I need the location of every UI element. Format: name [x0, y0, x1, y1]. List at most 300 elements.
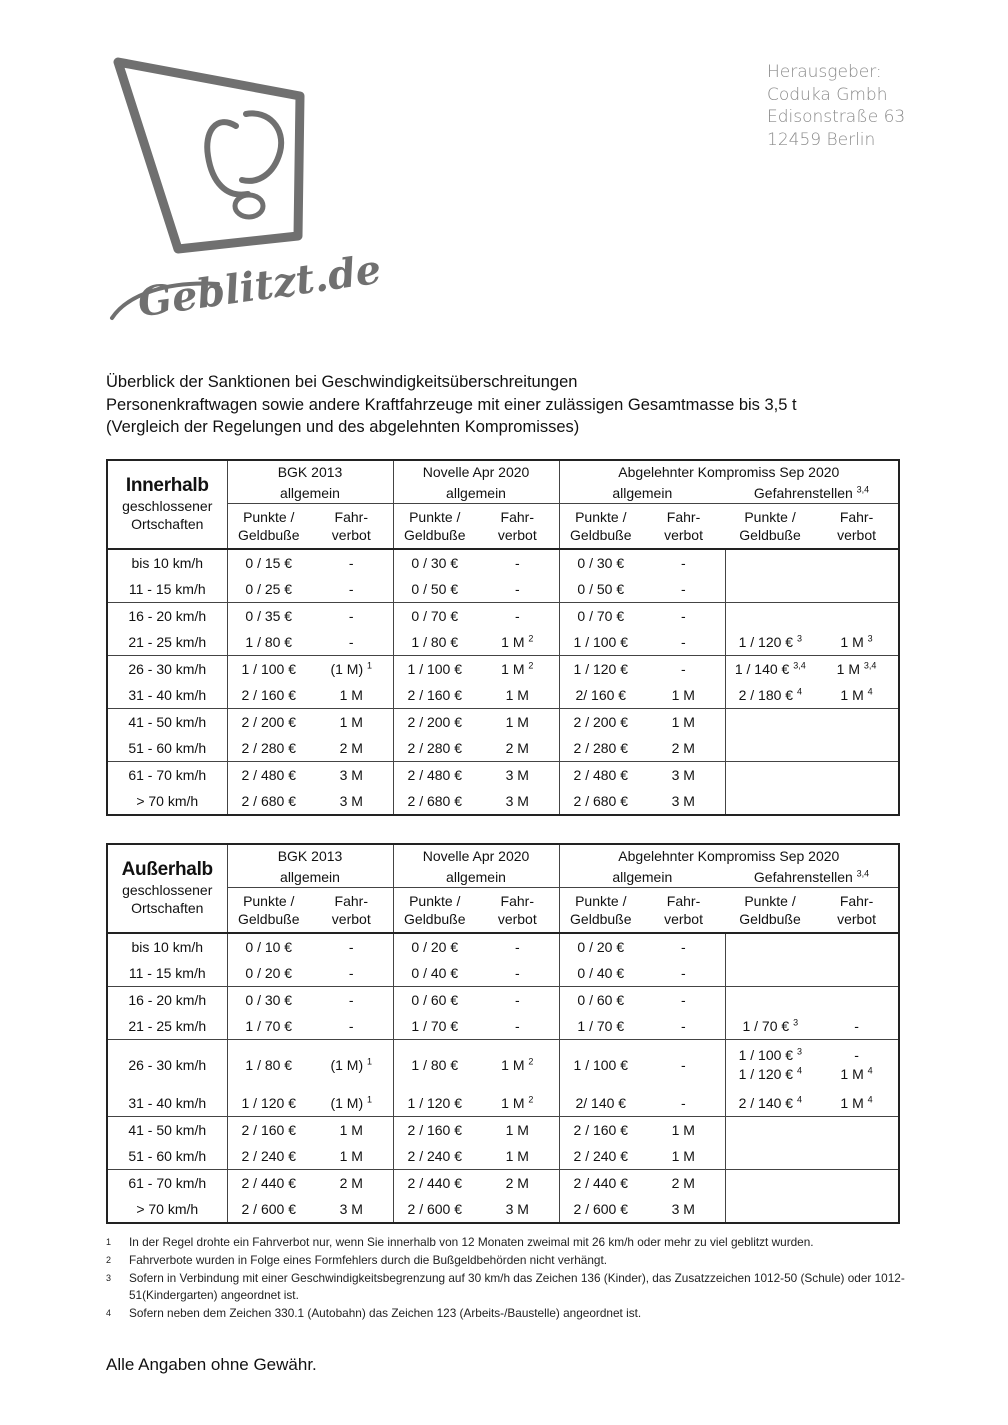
footnote-ref: 2 [528, 633, 534, 644]
sanction-cell [559, 629, 642, 656]
cell-value: 3 M [671, 1201, 695, 1217]
sanction-cell [559, 1196, 642, 1223]
footnote-item [106, 1252, 906, 1270]
sanction-cell [227, 788, 310, 815]
sanction-cell [393, 682, 476, 709]
cell-value: 51 - 60 km/h [128, 740, 207, 756]
header-line: Fahr- [839, 893, 874, 909]
cell-value: 0 / 40 € [577, 965, 625, 981]
group-title: Abgelehnter Kompromiss Sep 2020 [618, 848, 840, 864]
cell-value: - [348, 939, 354, 955]
sanction-cell [310, 1117, 393, 1144]
cell-value: 0 / 50 € [411, 581, 459, 597]
speed-range [107, 603, 227, 630]
cell-value: - [680, 1018, 686, 1034]
cell-value: 3 M [505, 1201, 529, 1217]
sanction-cell [393, 629, 476, 656]
header-row [107, 460, 899, 483]
cell-value: 2 / 240 € [573, 1148, 629, 1164]
sanction-cell [642, 549, 725, 576]
sanction-cell [393, 1040, 476, 1091]
speed-range [107, 1013, 227, 1040]
speed-range [107, 933, 227, 960]
cell-value: 51 - 60 km/h [128, 1148, 207, 1164]
cell-value: > 70 km/h [136, 793, 199, 809]
sanction-cell [476, 656, 559, 683]
sanction-cell [393, 987, 476, 1014]
allgemein-header [227, 483, 393, 504]
sanction-cell [476, 576, 559, 603]
footnote-number: 3 [106, 1272, 112, 1283]
cell-value: 2 M [671, 1175, 695, 1191]
driving-ban-header [815, 504, 899, 550]
cell-value: (1 M) [330, 661, 364, 677]
cell-value: 1 M [339, 714, 363, 730]
speed-range [107, 682, 227, 709]
cell-value: 1 M [671, 1148, 695, 1164]
footnote-ref: 2 [528, 660, 534, 671]
sanction-cell [642, 576, 725, 603]
driving-ban-header [310, 504, 393, 550]
sanction-cell [559, 656, 642, 683]
cell-value: - [514, 608, 520, 624]
cell-value: - [854, 1018, 859, 1034]
footnote-ref: 3,4 [793, 660, 806, 671]
sanction-cell [642, 603, 725, 630]
sanction-cell [393, 788, 476, 815]
subgroup-title: allgemein [446, 869, 506, 885]
sanction-cell [476, 1170, 559, 1197]
sanction-cell [393, 762, 476, 789]
sanction-cell [227, 1143, 310, 1170]
footnote-ref: 2 [528, 1094, 534, 1105]
cell-value: - [514, 581, 520, 597]
sanction-cell [642, 735, 725, 762]
sanction-cell [725, 987, 815, 1014]
heading-line: (Vergleich der Regelungen und des abgelehnten Kompromisses) [106, 418, 580, 436]
sanction-cell [227, 1117, 310, 1144]
cell-value: 41 - 50 km/h [128, 714, 207, 730]
footnote-ref: 3 [796, 633, 802, 644]
group-title: BGK 2013 [277, 464, 343, 480]
cell-value: 2 / 680 € [573, 793, 629, 809]
cell-value: 2 M [505, 740, 529, 756]
sanction-cell [815, 1013, 899, 1040]
bgk-2013-header [227, 460, 393, 483]
sanction-cell [310, 1170, 393, 1197]
cell-value: 1 M [505, 1122, 529, 1138]
driving-ban-header [476, 504, 559, 550]
cell-value: 2 / 160 € [241, 1122, 296, 1138]
geblitzt-camera-logo-icon [108, 56, 384, 331]
sanction-cell [310, 1143, 393, 1170]
region-subtitle: Ortschaften [131, 900, 204, 916]
footnote-ref: 4 [796, 686, 802, 697]
cell-value: 0 / 30 € [577, 555, 625, 571]
sanction-cell [310, 1040, 393, 1091]
header-line: Fahr- [839, 509, 874, 525]
cell-value: 1 M [840, 1066, 864, 1082]
cell-value: 1 / 120 € [738, 634, 794, 650]
document-heading [106, 371, 797, 439]
cell-value: 2 / 280 € [573, 740, 629, 756]
sanction-cell [725, 603, 815, 630]
subgroup-title: allgemein [612, 869, 673, 885]
driving-ban-header [642, 504, 725, 550]
footnotes [106, 1234, 906, 1323]
points-fine-header [725, 888, 815, 934]
sanction-cell [642, 629, 725, 656]
sanction-cell [393, 603, 476, 630]
logo-brand-text: Geblitzt.de [134, 245, 384, 327]
sanction-cell [642, 1196, 725, 1223]
cell-value: 2 / 440 € [241, 1175, 296, 1191]
speed-range [107, 1040, 227, 1091]
cell-value: (1 M) [330, 1057, 364, 1073]
header-line: Punkte / [575, 893, 627, 909]
cell-value: 61 - 70 km/h [128, 767, 207, 783]
table-row [107, 1170, 899, 1197]
cell-value: 1 / 120 € [573, 661, 629, 677]
header-line: verbot [497, 911, 537, 927]
sanction-cell [393, 1117, 476, 1144]
sanction-cell [476, 1090, 559, 1117]
sanction-cell [476, 933, 559, 960]
group-title: BGK 2013 [277, 848, 343, 864]
sanction-cell [393, 1196, 476, 1223]
footnote-ref: 3,4 [856, 484, 870, 495]
region-title: Außerhalb [121, 859, 213, 880]
cell-value: 21 - 25 km/h [128, 1018, 207, 1034]
cell-value: 1 M [501, 661, 525, 677]
driving-ban-header [642, 888, 725, 934]
cell-value: 1 M [836, 661, 861, 677]
cell-value: - [514, 939, 520, 955]
region-subtitle: geschlossener [122, 882, 213, 898]
cell-value: 1 M [671, 687, 695, 703]
cell-value: 2 / 180 € [738, 687, 794, 703]
sanction-cell [227, 709, 310, 736]
header-line: Geldbuße [404, 911, 466, 927]
header-line: verbot [331, 911, 371, 927]
sanction-cell [227, 933, 310, 960]
cell-value: 0 / 30 € [245, 992, 293, 1008]
header-line: Punkte / [744, 893, 796, 909]
cell-value: 1 / 120 € [241, 1095, 296, 1111]
cell-value: > 70 km/h [136, 1201, 199, 1217]
sanction-cell [227, 1196, 310, 1223]
sanction-cell [642, 1040, 725, 1091]
footnote-ref: 4 [867, 1094, 873, 1105]
sanction-cell [815, 656, 899, 683]
cell-value: 1 M [339, 687, 363, 703]
sanction-cell [642, 656, 725, 683]
sanction-cell [393, 576, 476, 603]
cell-value: - [514, 1018, 520, 1034]
sanction-cell [393, 1013, 476, 1040]
cell-value: 0 / 70 € [411, 608, 459, 624]
cell-value: 1 M [840, 687, 864, 703]
cell-value: 2 M [339, 1175, 363, 1191]
cell-value: - [680, 992, 686, 1008]
cell-value: 0 / 35 € [245, 608, 293, 624]
cell-value: 2 / 480 € [573, 767, 629, 783]
allgemein-header [227, 867, 393, 888]
table-row [107, 549, 899, 576]
sanction-cell [559, 1013, 642, 1040]
allgemein-header [393, 483, 559, 504]
sanction-cell [642, 1117, 725, 1144]
footnote-item [106, 1270, 906, 1306]
cell-value: 2 / 240 € [407, 1148, 463, 1164]
speed-range [107, 576, 227, 603]
driving-ban-header [476, 888, 559, 934]
table-row [107, 629, 899, 656]
table-row [107, 1090, 899, 1117]
speed-range [107, 629, 227, 656]
cell-value: 1 / 100 € [407, 661, 463, 677]
cell-value: 2 / 160 € [407, 1122, 463, 1138]
sanction-cell [310, 1013, 393, 1040]
cell-value: (1 M) [330, 1095, 364, 1111]
header-line: Geldbuße [238, 911, 300, 927]
sanction-cell [310, 656, 393, 683]
speed-range [107, 960, 227, 987]
sanction-cell [725, 629, 815, 656]
cell-value: 2 / 280 € [241, 740, 296, 756]
cell-value: 1 M [671, 714, 695, 730]
footnote-ref: 4 [867, 1065, 873, 1076]
footnote-ref: 3 [796, 1046, 802, 1057]
sanction-cell [310, 603, 393, 630]
footnote-ref: 4 [867, 686, 873, 697]
cell-value: 2 / 480 € [241, 767, 296, 783]
sanction-cell [227, 682, 310, 709]
sanction-cell [559, 735, 642, 762]
speed-range [107, 1170, 227, 1197]
sanction-cell [476, 603, 559, 630]
table-row [107, 1013, 899, 1040]
sanction-cell [559, 1090, 642, 1117]
cell-value: - [854, 1047, 859, 1063]
sanction-cell [227, 762, 310, 789]
cell-value: 1 M [505, 1148, 529, 1164]
sanction-cell [227, 987, 310, 1014]
sanction-cell [310, 762, 393, 789]
sanction-cell [815, 987, 899, 1014]
table-row [107, 603, 899, 630]
header-line: Punkte / [409, 893, 461, 909]
sanction-cell [725, 1013, 815, 1040]
sanction-cell [476, 762, 559, 789]
cell-value: - [680, 1095, 686, 1111]
cell-value: 0 / 10 € [245, 939, 293, 955]
header-line: Fahr- [334, 509, 368, 525]
cell-value: bis 10 km/h [131, 555, 204, 571]
sanction-cell [227, 960, 310, 987]
speed-range [107, 1117, 227, 1144]
cell-line [815, 1046, 898, 1065]
footnote-number: 4 [106, 1308, 112, 1319]
sanction-cell [815, 603, 899, 630]
cell-value: - [680, 661, 686, 677]
footnote-item [106, 1305, 906, 1323]
cell-value: 31 - 40 km/h [128, 687, 207, 703]
points-fine-header [559, 888, 642, 934]
sanction-cell [476, 549, 559, 576]
speed-range [107, 987, 227, 1014]
cell-value: 1 M [339, 1148, 363, 1164]
sanction-cell [725, 1090, 815, 1117]
heading-line: Überblick der Sanktionen bei Geschwindigkeitsüberschreitungen [106, 373, 578, 391]
cell-value: 2 / 440 € [573, 1175, 629, 1191]
cell-value: 1 M [840, 1095, 864, 1111]
sanction-cell [310, 933, 393, 960]
gefahrenstellen-header [725, 483, 899, 504]
sanction-cell [227, 576, 310, 603]
cell-value: 2 M [671, 740, 695, 756]
kompromiss-2020-header [559, 460, 899, 483]
cell-value: 0 / 15 € [245, 555, 293, 571]
sanction-cell [227, 1170, 310, 1197]
cell-value: bis 10 km/h [131, 939, 204, 955]
empty-cell [725, 549, 899, 603]
sanction-cell [393, 960, 476, 987]
header-line: Geldbuße [739, 527, 801, 543]
sanction-cell [559, 1040, 642, 1091]
sanction-cell [642, 1170, 725, 1197]
cell-value: 1 M [501, 1057, 525, 1073]
heading-line: Personenkraftwagen sowie andere Kraftfahrzeuge mit einer zulässigen Gesamtmasse bis 3,5 t [106, 395, 797, 414]
bgk-2013-header [227, 844, 393, 867]
sanction-cell [559, 709, 642, 736]
cell-value: 0 / 60 € [577, 992, 625, 1008]
header-line: Fahr- [500, 893, 534, 909]
speed-range [107, 1143, 227, 1170]
publisher-line: Coduka Gmbh [767, 84, 888, 105]
sanction-cell [559, 1170, 642, 1197]
publisher-address [767, 61, 905, 151]
sanction-cell [725, 682, 815, 709]
footnote-ref: 1 [367, 660, 373, 671]
cell-value: 2 / 160 € [241, 687, 296, 703]
sanction-cell [310, 788, 393, 815]
sanction-cell [559, 682, 642, 709]
sanction-cell [559, 1143, 642, 1170]
points-fine-header [227, 888, 310, 934]
cell-value: - [680, 634, 686, 650]
novelle-2020-header [393, 844, 559, 867]
sanction-cell [476, 788, 559, 815]
sanction-cell [642, 1013, 725, 1040]
sanction-cell [642, 682, 725, 709]
cell-value: 1 / 120 € [407, 1095, 463, 1111]
header-line: Geldbuße [739, 911, 801, 927]
header-line: verbot [837, 527, 876, 543]
cell-value: 2 M [505, 1175, 529, 1191]
disclaimer: Alle Angaben ohne Gewähr. [106, 1355, 317, 1374]
cell-value: 2 / 200 € [407, 714, 463, 730]
footnote-ref: 1 [367, 1094, 373, 1105]
sanction-cell [725, 1040, 815, 1091]
cell-value: 2 / 140 € [738, 1095, 794, 1111]
cell-value: 0 / 50 € [577, 581, 625, 597]
speed-range [107, 549, 227, 576]
sanction-cell [310, 987, 393, 1014]
subgroup-title: allgemein [280, 485, 340, 501]
publisher-line: Edisonstraße 63 [767, 107, 906, 127]
gefahrenstellen-header [725, 867, 899, 888]
speed-range [107, 709, 227, 736]
sanction-cell [642, 933, 725, 960]
sanction-cell [227, 1090, 310, 1117]
cell-value: 1 / 80 € [411, 1057, 459, 1073]
cell-value: 1 / 120 € [738, 1066, 794, 1082]
header-line: Fahr- [666, 893, 701, 909]
cell-value: 1 M [671, 1122, 695, 1138]
cell-value: 3 M [671, 793, 695, 809]
sanction-cell [559, 549, 642, 576]
sanction-cell [310, 549, 393, 576]
cell-value: 61 - 70 km/h [128, 1175, 207, 1191]
cell-value: 3 M [339, 767, 363, 783]
subgroup-title: allgemein [612, 485, 673, 501]
sanction-cell [642, 960, 725, 987]
region-label [107, 844, 227, 933]
sanction-cell [227, 1040, 310, 1091]
sanction-cell [393, 1143, 476, 1170]
header-line: verbot [664, 911, 703, 927]
region-subtitle: Ortschaften [131, 516, 204, 532]
points-fine-header [393, 504, 476, 550]
cell-value: 1 / 100 € [573, 634, 629, 650]
kompromiss-2020-header [559, 844, 899, 867]
speed-range [107, 656, 227, 683]
cell-value: 3 M [505, 793, 529, 809]
sanction-cell [642, 788, 725, 815]
empty-cell [725, 1170, 899, 1224]
cell-value: 0 / 30 € [411, 555, 459, 571]
table-row [107, 1040, 899, 1091]
footnote-number: 2 [106, 1254, 112, 1265]
table-row [107, 656, 899, 683]
cell-value: 1 / 100 € [241, 661, 296, 677]
cell-value: - [680, 939, 686, 955]
cell-value: 2 / 440 € [407, 1175, 463, 1191]
cell-value: - [348, 965, 354, 981]
group-title: Abgelehnter Kompromiss Sep 2020 [618, 464, 840, 480]
allgemein-header [559, 483, 725, 504]
table-row [107, 933, 899, 960]
sanction-cell [559, 987, 642, 1014]
cell-value: 1 / 80 € [245, 634, 293, 650]
cell-value: 2 / 200 € [573, 714, 629, 730]
cell-value: - [348, 634, 354, 650]
cell-value: 2 / 160 € [407, 687, 463, 703]
sanction-cell [393, 549, 476, 576]
footnote-ref: 2 [528, 1056, 534, 1067]
header-line: Geldbuße [238, 527, 300, 543]
empty-cell [725, 933, 899, 987]
sanction-cell [393, 735, 476, 762]
footnote-item [106, 1234, 906, 1252]
cell-value: - [348, 581, 354, 597]
sanction-cell [642, 1143, 725, 1170]
cell-value: - [348, 555, 354, 571]
sanction-cell [393, 709, 476, 736]
cell-value: 2 / 680 € [241, 793, 296, 809]
footnote-text: Sofern neben dem Zeichen 330.1 (Autobahn) das Zeichen 123 (Arbeits-/Baustelle) angeordnet ist. [129, 1306, 642, 1321]
